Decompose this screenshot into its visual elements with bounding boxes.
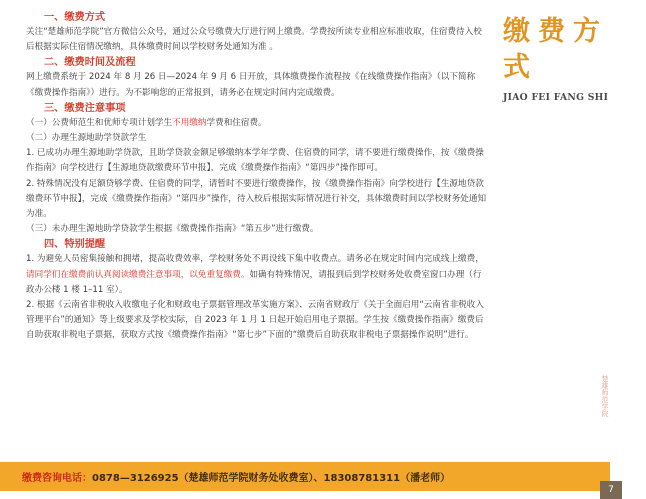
paragraph: （三）未办理生源地助学贷款学生根据《缴费操作指南》“第五步”进行缴费。	[26, 224, 319, 235]
paragraph: 2. 根据《云南省非税收入收缴电子化和财政电子票据管理改革实施方案》、云南省财政厅《关于全面启用“云南省非税收入管理平台”的通知》等上级要求及学校实际，自 2023 年 1 月 1 日起开始启用电子票据。学生按《缴费操作指南》缴费后自助获取非税电子票据，获取方式按《缴费操作指南》“第七步”下面的“缴费后自助获取非税电子票据操作说明”进行。	[26, 300, 484, 341]
text-span: 学费和住宿费。	[206, 117, 267, 128]
section-heading: 四、特别提醒	[44, 239, 106, 251]
text-span: （一）公费师范生和优师专项计划学生	[26, 117, 173, 128]
side-title-chinese: 缴费方式	[503, 16, 608, 83]
stamp-text: 楚雄师范学院	[601, 375, 609, 417]
decorative-stamp	[600, 375, 630, 455]
paragraph: （二）办理生源地助学贷款学生	[26, 133, 147, 144]
paragraph: 网上缴费系统于 2024 年 8 月 26 日—2024 年 9 月 6 日开放，具体缴费操作流程按《在线缴费操作指南》（以下简称《缴费操作指南》）进行。为不影响您的正常报到，请务必在规定时间内完成缴费。	[26, 72, 476, 98]
side-title	[503, 14, 621, 103]
footer-contacts: 0878—3126925（楚雄师范学院财务处收费室）、18308781311（潘老师）	[92, 473, 451, 484]
section-heading: 二、缴费时间及流程	[44, 57, 136, 69]
footer-bar	[0, 462, 610, 491]
highlight-text: 请同学们在缴费前认真阅读缴费注意事项，以免重复缴费。	[26, 269, 250, 280]
page-number: 7	[600, 481, 622, 499]
side-title-pinyin: JIAO FEI FANG SHI	[503, 92, 609, 103]
paragraph: 关注“楚雄师范学院”官方微信公众号，通过公众号缴费大厅进行网上缴费。学费按所读专业相应标准收取，住宿费待入校后根据实际住宿情况缴纳，具体缴费时间以学校财务处通知为准 。	[26, 27, 482, 53]
highlight-text: 不用缴纳	[172, 117, 207, 128]
paragraph: 2. 特殊情况没有足额贷够学费、住宿费的同学，请暂时不要进行缴费操作，按《缴费操作指南》向学校进行【生源地贷款缴费环节申报】，完成《缴费操作指南》“第四步”操作，待入校后根据实际情况进行补交，具体缴费时间以学校财务处通知为准。	[26, 178, 487, 220]
footer-label: 缴费咨询电话：	[22, 473, 92, 484]
text-span: 1. 为避免人员密集接触和拥堵，提高收费效率，学校财务处不再设线下集中收费点。请务必在规定时间内完成线上缴费，	[26, 254, 484, 265]
paragraph	[26, 252, 489, 298]
text-span: 如确有特殊情况，请报到后到学校财务处收费室窗口办理（行政办公楼 1 楼 1–11 室）。	[26, 269, 482, 295]
main-content	[26, 10, 489, 344]
footer-text	[22, 469, 450, 484]
section-heading: 三、缴费注意事项	[44, 102, 126, 114]
section-heading: 一、缴费方式	[44, 12, 106, 23]
paragraph	[26, 116, 489, 131]
paragraph: 1. 已成功办理生源地助学贷款，且助学贷款金额足够缴纳本学年学费、住宿费的同学，请不要进行缴费操作，按《缴费操作指南》向学校进行【生源地贷款缴费环节申报】，完成《缴费操作指南》“第四步”操作即可。	[26, 148, 484, 174]
